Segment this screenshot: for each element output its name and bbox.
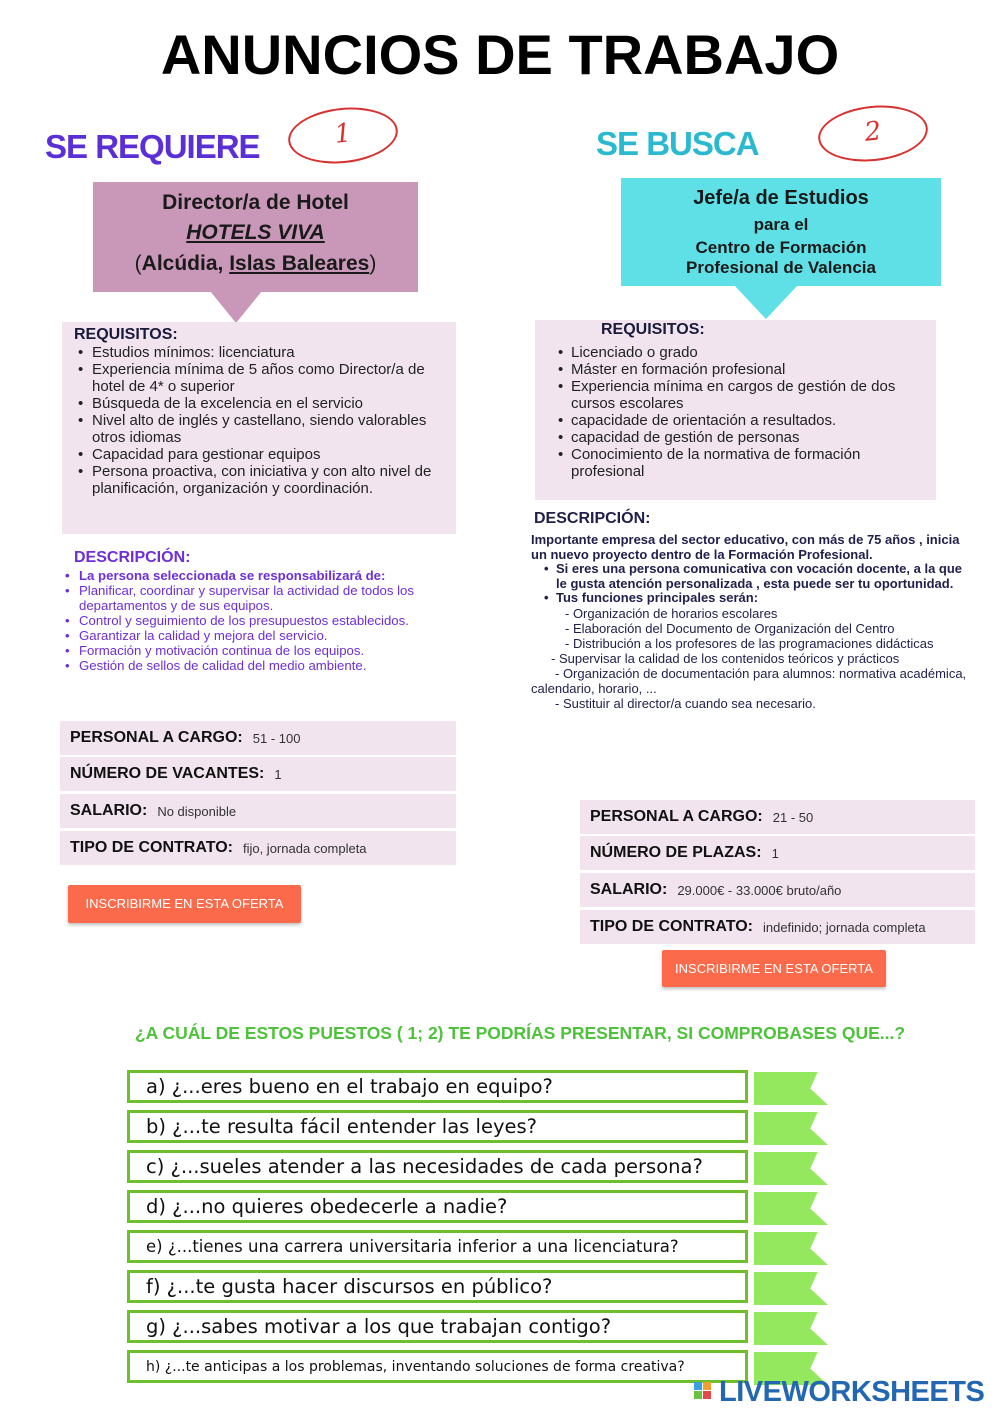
ad2-intro: Importante empresa del sector educativo, con más de 75 años , inicia un nuevo proyecto dentro de la Formación Profesional.	[531, 532, 960, 562]
list-item: • Gestión de sellos de calidad del medio ambiente.	[62, 658, 462, 673]
ad1-info-row: NÚMERO DE VACANTES: 1	[60, 757, 456, 791]
ad1-header	[93, 182, 418, 292]
ad2-tag: SE BUSCA	[596, 125, 759, 162]
list-item: • Máster en formación profesional	[549, 361, 928, 378]
list-item: • Control y seguimiento de los presupuestos establecidos.	[62, 613, 462, 628]
ad1-company: HOTELS VIVA	[186, 221, 325, 244]
answer-field-c[interactable]	[754, 1152, 828, 1185]
quiz-item-d: d) ¿...no quieres obedecerle a nadie?	[127, 1190, 748, 1223]
list-item: • Si eres una persona comunicativa con vocación docente, a la que le gusta atención personalizada , esta puede ser tu oportunidad.	[531, 562, 971, 591]
liveworksheets-logo	[694, 1376, 984, 1409]
ad1-tag: SE REQUIERE	[45, 128, 260, 165]
ad1-info-row: SALARIO: No disponible	[60, 794, 456, 828]
ad2-header-line: para el	[753, 215, 809, 234]
quiz-item-f: f) ¿...te gusta hacer discursos en público?	[127, 1270, 748, 1303]
logo-mark-icon	[694, 1382, 716, 1404]
quiz-item-c: c) ¿...sueles atender a las necesidades de cada persona?	[127, 1150, 748, 1183]
ad2-req-title: REQUISITOS:	[601, 321, 705, 338]
answer-field-a[interactable]	[754, 1072, 828, 1105]
ad1-description	[62, 548, 462, 673]
ad1-location: (Alcúdia, Islas Baleares)	[134, 252, 377, 275]
list-item: • capacidade de orientación a resultados.	[549, 412, 928, 429]
list-item: - Organización de horarios escolares	[565, 605, 778, 621]
ad2-description	[531, 508, 971, 711]
list-item: • Experiencia mínima de 5 años como Director/a de hotel de 4* o superior	[74, 361, 446, 395]
list-item: • capacidad de gestión de personas	[549, 429, 928, 446]
quiz-item-b: b) ¿...te resulta fácil entender las leyes?	[127, 1110, 748, 1143]
ad1-desc-title: DESCRIPCIÓN:	[74, 549, 191, 566]
answer-field-e[interactable]	[754, 1232, 828, 1265]
list-item: • Tus funciones principales serán:	[531, 591, 971, 606]
ad2-info-row: SALARIO: 29.000€ - 33.000€ bruto/año	[580, 873, 975, 907]
answer-field-f[interactable]	[754, 1272, 828, 1305]
quiz-item-h: h) ¿...te anticipas a los problemas, inventando soluciones de forma creativa?	[127, 1350, 748, 1383]
quiz-item-e: e) ¿...tienes una carrera universitaria inferior a una licenciatura?	[127, 1230, 748, 1263]
page-title: ANUNCIOS DE TRABAJO	[160, 23, 840, 86]
ad1-number-circle: 1	[285, 102, 400, 168]
ad1-requirements	[62, 322, 456, 534]
list-item: • La persona seleccionada se responsabilizará de:	[62, 568, 462, 583]
list-item: - Elaboración del Documento de Organización del Centro	[565, 620, 895, 636]
ad2-number-circle: 2	[815, 100, 930, 166]
ad2-header-pointer	[734, 285, 798, 319]
ad2-header-line: Profesional de Valencia	[686, 258, 876, 277]
list-item: • Garantizar la calidad y mejora del servicio.	[62, 628, 462, 643]
quiz-item-a: a) ¿...eres bueno en el trabajo en equipo?	[127, 1070, 748, 1103]
quiz-item-g: g) ¿...sabes motivar a los que trabajan contigo?	[127, 1310, 748, 1343]
ad1-info-row: TIPO DE CONTRATO: fijo, jornada completa	[60, 831, 456, 865]
list-item: • Nivel alto de inglés y castellano, siendo valorables otros idiomas	[74, 412, 446, 446]
list-item: • Experiencia mínima en cargos de gestión de dos cursos escolares	[549, 378, 928, 412]
list-item: • Búsqueda de la excelencia en el servicio	[74, 395, 446, 412]
ad1-apply-button[interactable]: INSCRIBIRME EN ESTA OFERTA	[68, 885, 301, 923]
answer-field-g[interactable]	[754, 1312, 828, 1345]
ad2-info-row: NÚMERO DE PLAZAS: 1	[580, 836, 975, 870]
list-item: • Estudios mínimos: licenciatura	[74, 344, 446, 361]
ad2-header-line: Centro de Formación	[695, 238, 867, 257]
ad2-header	[621, 178, 941, 286]
quiz-question: ¿A CUÁL DE ESTOS PUESTOS ( 1; 2) TE PODRÍAS PRESENTAR, SI COMPROBASES QUE...?	[134, 1023, 906, 1043]
ad2-info-row: TIPO DE CONTRATO: indefinido; jornada completa	[580, 910, 975, 944]
ad1-req-title: REQUISITOS:	[74, 326, 178, 343]
ad2-position: Jefe/a de Estudios	[693, 187, 869, 209]
ad2-apply-button[interactable]: INSCRIBIRME EN ESTA OFERTA	[662, 950, 886, 987]
list-item: - Distribución a los profesores de las programaciones didácticas	[565, 635, 934, 651]
list-item: • Conocimiento de la normativa de formación profesional	[549, 446, 928, 480]
answer-field-b[interactable]	[754, 1112, 828, 1145]
ad1-position: Director/a de Hotel	[162, 191, 349, 214]
answer-field-d[interactable]	[754, 1192, 828, 1225]
ad1-info-row: PERSONAL A CARGO: 51 - 100	[60, 721, 456, 755]
list-item: • Persona proactiva, con iniciativa y con alto nivel de planificación, organización y coordinación.	[74, 463, 446, 497]
list-item: - Sustituir al director/a cuando sea necesario.	[555, 695, 816, 711]
ad2-info-row: PERSONAL A CARGO: 21 - 50	[580, 800, 975, 834]
list-item: - Organización de documentación para alumnos: normativa académica, calendario, horario, ...	[531, 665, 967, 696]
ad1-header-pointer	[210, 291, 262, 323]
list-item: • Formación y motivación continua de los equipos.	[62, 643, 462, 658]
ad2-desc-title: DESCRIPCIÓN:	[534, 510, 651, 527]
ad2-requirements	[535, 320, 936, 500]
list-item: • Licenciado o grado	[549, 344, 928, 361]
list-item: • Capacidad para gestionar equipos	[74, 446, 446, 463]
logo-text: LIVEWORKSHEETS	[719, 1376, 985, 1408]
list-item: - Supervisar la calidad de los contenidos teóricos y prácticos	[551, 650, 900, 666]
list-item: • Planificar, coordinar y supervisar la actividad de todos los departamentos y de sus equipos.	[62, 583, 462, 613]
